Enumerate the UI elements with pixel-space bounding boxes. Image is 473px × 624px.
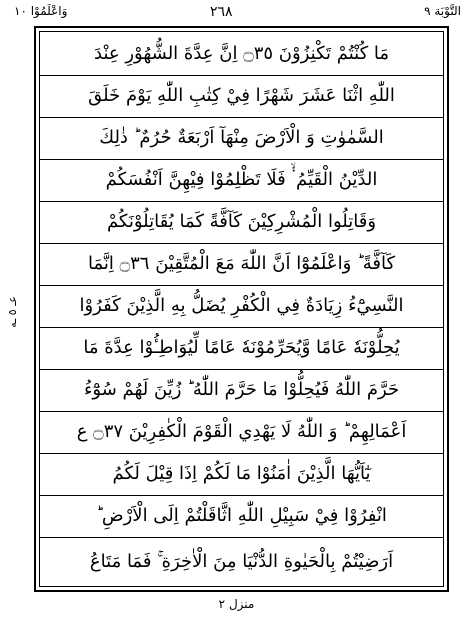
verse-line: اَعْمَالِهِمْ ؕ وَ اللّٰهُ لَا يَهْدِي الْقَوْمَ الْكٰفِرِيْنَ ۝٣٧ ع [40,410,443,454]
text-area [39,31,444,587]
manzil-label: منزل ٢ [218,597,255,611]
verse-line: كَآفَّةً ؕ وَاعْلَمُوْٓا اَنَّ اللّٰهَ مَعَ الْمُتَّقِيْنَ ۝٣٦ اِنَّمَا [40,242,443,286]
page-number: ٢٦٨ [210,4,233,20]
verse-line: الدِّيْنُ الْقَيِّمُ ۬ۙ فَلَا تَظْلِمُوْا فِيْهِنَّ اَنْفُسَكُمْ [40,158,443,202]
verse-line: مَا كُنْتُمْ تَكْنِزُوْنَ ۝٣٥ اِنَّ عِدَّةَ الشُّهُوْرِ عِنْدَ [40,32,443,76]
verse-line: انْفِرُوْا فِيْ سَبِيْلِ اللّٰهِ اثَّاقَلْتُمْ اِلَى الْاَرْضِ ؕ [40,494,443,538]
ruku-marker: عـ ٥ ـه [6,296,19,328]
verse-line: اَرَضِيْتُمْ بِالْحَيٰوةِ الدُّنْيَا مِنَ الْاٰخِرَةِ ۚ فَمَا مَتَاعُ [89,550,394,572]
verse-line: اللّٰهِ اثْنَا عَشَرَ شَهْرًا فِيْ كِتٰبِ اللّٰهِ يَوْمَ خَلَقَ [40,74,443,118]
verse-line: النَّسِيْٓءُ زِيَادَةٌ فِي الْكُفْرِ يُضَلُّ بِهِ الَّذِيْنَ كَفَرُوْا [40,284,443,328]
page-header [0,2,473,24]
surah-name: التَّوْبَة ٩ [424,4,461,18]
text-frame [34,26,449,592]
verse-line: السَّمٰوٰتِ وَ الْاَرْضَ مِنْهَآ اَرْبَعَةٌ حُرُمٌ ؕ ذٰلِكَ [40,116,443,160]
verse-line: يٰٓاَيُّهَا الَّذِيْنَ اٰمَنُوْا مَا لَكُمْ اِذَا قِيْلَ لَكُمُ [40,452,443,496]
verse-line: يُحِلُّوْنَهٗ عَامًا وَّيُحَرِّمُوْنَهٗ عَامًا لِّيُوَاطِـُٔوْا عِدَّةَ مَا [40,326,443,370]
verse-line: وَقَاتِلُوا الْمُشْرِكِيْنَ كَآفَّةً كَمَا يُقَاتِلُوْنَكُمْ [40,200,443,244]
juz-name: وَاعْلَمُوْا ١٠ [14,4,68,18]
verse-line: حَرَّمَ اللّٰهُ فَيُحِلُّوْا مَا حَرَّمَ اللّٰهُ ؕ زُيِّنَ لَهُمْ سُوْٓءُ [40,368,443,412]
